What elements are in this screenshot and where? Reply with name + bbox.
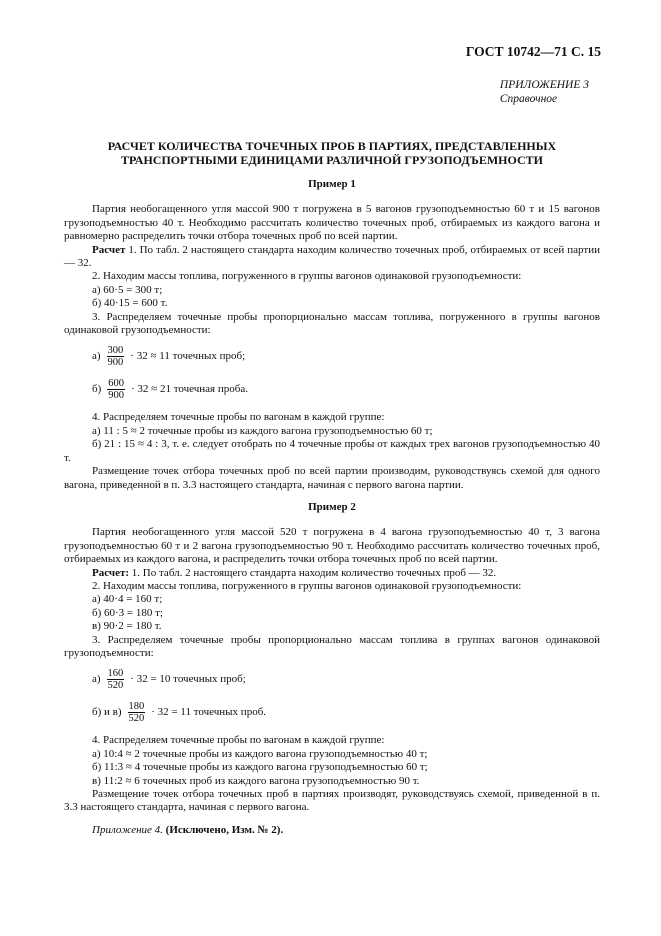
example-2-step-4a: а) 10:4 ≈ 2 точечные пробы из каждого вагона грузоподъемностью 40 т; [92,747,428,760]
fraction-numerator: 300 [107,345,124,357]
example-2-step-2c: в) 90·2 = 180 т. [92,620,162,633]
example-2-intro: Партия необогащенного угля массой 520 т погружена в 4 вагона грузоподъемностью 40 т, 3 вагона грузоподъемностью 60 т и 2 вагона грузоподъемностью 90 т. Необходимо рассчитать количество точечных проб, отбираемых из каждого вагона, и распределить точки отбора точечных проб по всей партии. [64,526,600,566]
example-2-step-2a: а) 40·4 = 160 т; [92,593,163,606]
note-text: (Исключено, Изм. № 2). [165,823,284,836]
fraction [107,378,125,401]
example-2-fraction-a [92,668,600,691]
example-2-step-4b: б) 11:3 ≈ 4 точечные пробы из каждого вагона грузоподъемностью 60 т; [92,761,428,774]
document-body [64,178,600,837]
appendix-label [500,78,589,106]
example-2-placement: Размещение точек отбора точечных проб в партиях производят, руководствуясь схемой, приведенной в п. 3.3 настоящего стандарта, начиная с первого вагона. [64,788,600,814]
example-1-step-4b: б) 21 : 15 ≈ 4 : 3, т. е. следует отобрать по 4 точечные пробы от каждых трех вагонов грузоподъемностью 40 т. [64,438,600,464]
example-2-step-3: 3. Распределяем точечные пробы пропорционально массам топлива в группах вагонов одинаковой грузоподъемности: [64,633,600,659]
fraction-result: · 32 ≈ 21 точечная проба. [131,383,248,396]
example-2-step-2b: б) 60·3 = 180 т; [92,606,163,619]
example-1-step-2: 2. Находим массы топлива, погруженного в группы вагонов одинаковой грузоподъемности: [92,270,522,283]
example-1-step-1 [64,244,600,271]
fraction-result: · 32 ≈ 11 точечных проб; [130,350,246,363]
fraction-denominator: 520 [128,713,145,725]
fraction-denominator: 900 [107,357,124,369]
fraction-numerator: 160 [107,668,124,680]
example-2-step-4c: в) 11:2 ≈ 6 точечных проб из каждого вагона грузоподъемностью 90 т. [92,774,420,787]
example-2-step-4: 4. Распределяем точечные пробы по вагонам в каждой группе: [92,734,385,747]
example-1-step-2a: а) 60·5 = 300 т; [92,283,163,296]
example-2-step-1 [64,567,600,580]
example-1-intro: Партия необогащенного угля массой 900 т погружена в 5 вагонов грузоподъемностью 60 т и 15 вагонов грузоподъемностью 40 т. Необходимо рассчитать количество точечных проб, отбираемых из каждого вагона и равномерно распределить точки отбора точечных проб по всей партии. [64,203,600,243]
calc-label: Расчет [92,243,126,256]
fraction [128,701,146,724]
example-1-placement: Размещение точек отбора точечных проб по всей партии производим, руководствуясь схемой для одного вагона, приведенной в п. 3.3 настоящего стандарта, начиная с первого вагона партии. [64,465,600,491]
section-title-line-2: ТРАНСПОРТНЫМИ ЕДИНИЦАМИ РАЗЛИЧНОЙ ГРУЗОПОДЪЕМНОСТИ [120,153,543,167]
fraction-label: а) [92,350,101,363]
fraction-label: б) и в) [92,706,122,719]
example-2-fraction-b [92,701,600,724]
fraction-denominator: 520 [107,680,124,692]
page-header-code: ГОСТ 10742—71 С. 15 [465,44,601,59]
example-2-heading: Пример 2 [308,500,356,513]
fraction-result: · 32 = 10 точечных проб; [130,673,246,686]
step-text: 1. По табл. 2 настоящего стандарта находим количество точечных проб — 32. [129,566,497,579]
fraction-denominator: 900 [108,390,125,402]
fraction-numerator: 180 [128,701,145,713]
section-title-line-1: РАСЧЕТ КОЛИЧЕСТВА ТОЧЕЧНЫХ ПРОБ В ПАРТИЯХ, ПРЕДСТАВЛЕННЫХ [107,139,557,153]
example-1-step-4: 4. Распределяем точечные пробы по вагонам в каждой группе: [92,411,385,424]
note-label: Приложение 4. [92,823,163,836]
fraction [107,668,125,691]
example-1-step-3: 3. Распределяем точечные пробы пропорционально массам топлива, погруженного в группы вагонов одинаковой грузоподъемности: [64,310,600,337]
example-1-fraction-a [92,345,600,368]
section-title [64,139,600,167]
appendix-subtitle: Справочное [499,93,558,105]
example-1-heading: Пример 1 [308,178,356,190]
appendix-title: ПРИЛОЖЕНИЕ 3 [499,79,589,91]
appendix-4-note [64,824,600,837]
step-text: 1. По табл. 2 настоящего стандарта находим количество точечных проб, отбираемых от всей партии — 32. [64,243,600,270]
example-1-step-2b: б) 40·15 = 600 т. [92,297,168,310]
fraction-numerator: 600 [108,378,125,390]
example-2-step-2: 2. Находим массы топлива, погруженного в группы вагонов одинаковой грузоподъемности: [92,579,522,592]
example-1-fraction-b [92,378,600,401]
fraction-label: б) [92,383,102,396]
example-1-step-4a: а) 11 : 5 ≈ 2 точечные пробы из каждого вагона грузоподъемностью 60 т; [92,424,433,437]
fraction-result: · 32 = 11 точечных проб. [151,706,267,719]
fraction [107,345,125,368]
calc-label: Расчет: [92,566,130,579]
fraction-label: а) [92,673,101,686]
